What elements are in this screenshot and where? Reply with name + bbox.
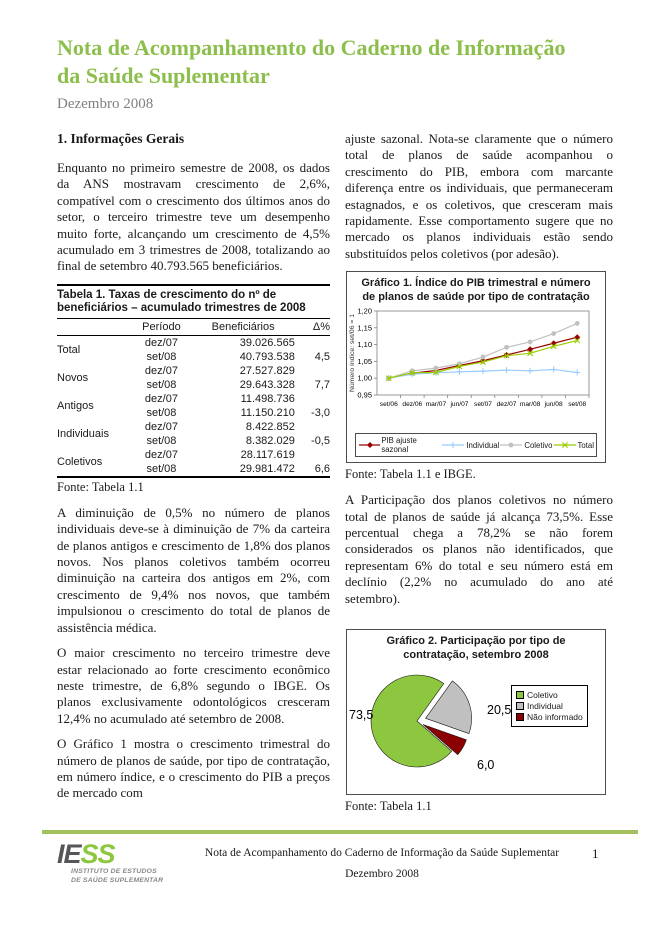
paragraph: A Participação dos planos coletivos no número total de planos de saúde já alcança 73,5%. Esse percentual chega a 78,2% se não forem considerados os planos não identificados, que representam 6% do total e seu número está em declínio (2,2% no acumulado do ano até setembro). bbox=[345, 492, 613, 606]
legend-item bbox=[516, 690, 583, 700]
col-header-delta: Δ% bbox=[312, 320, 330, 333]
table-row: Individuais dez/07 8.422.852 bbox=[57, 420, 330, 434]
svg-text:Número índice: set/06 = 1: Número índice: set/06 = 1 bbox=[349, 314, 356, 393]
footer-rule bbox=[42, 830, 638, 834]
group-label: Coletivos bbox=[57, 455, 103, 468]
svg-text:mar/08: mar/08 bbox=[519, 401, 541, 409]
left-column bbox=[57, 131, 330, 811]
legend-swatch bbox=[516, 702, 524, 710]
svg-text:1,00: 1,00 bbox=[357, 373, 372, 383]
col-header-group bbox=[57, 318, 131, 335]
grafico-2-source: Fonte: Tabela 1.1 bbox=[345, 799, 432, 814]
col-header-periodo: Período bbox=[142, 320, 181, 333]
legend-swatch bbox=[516, 713, 524, 721]
table-row: set/08 40.793.538 4,5 bbox=[146, 350, 330, 363]
group-label: Total bbox=[57, 343, 81, 356]
legend-label: PIB ajuste sazonal bbox=[381, 436, 417, 455]
svg-text:set/07: set/07 bbox=[474, 401, 492, 409]
legend-item bbox=[358, 436, 441, 454]
legend-label: Coletivo bbox=[527, 690, 558, 701]
iess-logo-text: IESS bbox=[57, 839, 115, 869]
table-header-row bbox=[57, 318, 330, 335]
page-title bbox=[57, 34, 617, 90]
grafico-1-source: Fonte: Tabela 1.1 e IBGE. bbox=[345, 467, 476, 482]
legend-item bbox=[553, 440, 594, 450]
legend-label: Individual bbox=[527, 701, 563, 712]
group-label: Novos bbox=[57, 371, 89, 384]
grafico-2 bbox=[346, 629, 606, 795]
grafico-2-plot bbox=[347, 665, 605, 790]
svg-text:1,10: 1,10 bbox=[357, 340, 372, 350]
pie-value-label: 73,5 bbox=[349, 708, 374, 723]
pie-value-label: 6,0 bbox=[477, 758, 495, 773]
legend-label: Individual bbox=[466, 440, 500, 450]
legend-swatch bbox=[516, 691, 524, 699]
paragraph: O Gráfico 1 mostra o crescimento trimestral do número de planos de saúde, por tipo de contratação, em número índice, e o crescimento do PIB a preços de mercado com bbox=[57, 736, 330, 801]
table-row: set/08 8.382.029 -0,5 bbox=[146, 434, 330, 447]
grafico-1-legend bbox=[355, 433, 597, 457]
paragraph: ajuste sazonal. Nota-se claramente que o número total de planos de saúde acompanhou o crescimento do PIB, embora com marcante diferença entre os individuais, que permaneceram estagnados, e os coletivos, que cresceram mais rapidamente. Esse comportamento sugere que no mercado os planos individuais estão sendo substituídos pelos coletivos (por adesão). bbox=[345, 131, 613, 261]
grafico-1-plot bbox=[347, 307, 605, 430]
section-heading: 1. Informações Gerais bbox=[57, 131, 185, 146]
page-number: 1 bbox=[592, 846, 599, 861]
svg-text:0,95: 0,95 bbox=[357, 390, 372, 400]
line-chart-svg bbox=[347, 307, 599, 425]
col-header-beneficiarios: Beneficiários bbox=[211, 320, 275, 333]
table-row: set/08 29.981.472 6,6 bbox=[146, 462, 330, 475]
grafico-2-title: Gráfico 2. Participação por tipo de contratação, setembro 2008 bbox=[386, 635, 566, 661]
table-row: Coletivos dez/07 28.117.619 bbox=[57, 448, 330, 462]
iess-logo-tagline: INSTITUTO DE ESTUDOS DE SAÚDE SUPLEMENTAR bbox=[71, 868, 164, 884]
svg-text:dez/06: dez/06 bbox=[402, 401, 423, 409]
group-label: Antigos bbox=[57, 399, 94, 412]
svg-text:1,20: 1,20 bbox=[357, 307, 372, 316]
legend-item bbox=[441, 440, 499, 450]
svg-text:set/06: set/06 bbox=[379, 401, 398, 409]
tabela-1 bbox=[57, 284, 330, 478]
footer-running-title: Nota de Acompanhamento do Caderno de Informação da Saúde Suplementar Dezembro 2008 bbox=[204, 847, 560, 880]
beneficiaries-table bbox=[57, 318, 330, 478]
table-row: Antigos dez/07 11.498.736 bbox=[57, 392, 330, 406]
svg-text:jun/08: jun/08 bbox=[544, 401, 563, 409]
svg-text:jun/07: jun/07 bbox=[450, 401, 469, 409]
paragraph: Enquanto no primeiro semestre de 2008, os dados da ANS mostravam crescimento de 2,6%, compatível com o crescimento dos últimos anos do setor, o terceiro trimestre teve um desempenho muito forte, alcançando um crescimento de 4,5% acumulado em 3 trimestres de 2008, totalizando ao final de setembro 40.793.565 beneficiários. bbox=[57, 160, 330, 274]
table-row: Total dez/07 39.026.565 bbox=[57, 335, 330, 350]
svg-text:1,05: 1,05 bbox=[357, 357, 372, 367]
svg-text:set/08: set/08 bbox=[568, 401, 587, 409]
svg-text:dez/07: dez/07 bbox=[496, 401, 517, 409]
pie-value-label: 20,5 bbox=[487, 703, 512, 718]
legend-item bbox=[516, 701, 583, 711]
legend-label: Coletivo bbox=[524, 440, 553, 450]
table-source: Fonte: Tabela 1.1 bbox=[57, 479, 144, 494]
table-row: set/08 29.643.328 7,7 bbox=[146, 378, 330, 391]
table-row: Novos dez/07 27.527.829 bbox=[57, 364, 330, 378]
legend-label: Total bbox=[577, 440, 594, 450]
grafico-1-title: Gráfico 1. Índice do PIB trimestral e número de planos de saúde por tipo de contratação bbox=[361, 277, 591, 303]
svg-text:1,15: 1,15 bbox=[357, 323, 372, 333]
legend-item bbox=[516, 712, 583, 722]
table-row: set/08 11.150.210 -3,0 bbox=[146, 406, 330, 419]
document-date: Dezembro 2008 bbox=[57, 96, 154, 112]
grafico-2-legend bbox=[511, 685, 588, 727]
page-title-line1: Nota de Acompanhamento do Caderno de Informação bbox=[57, 35, 566, 60]
svg-text:mar/07: mar/07 bbox=[425, 401, 447, 409]
iess-logo bbox=[57, 841, 163, 885]
legend-label: Não informado bbox=[527, 712, 583, 723]
grafico-1 bbox=[346, 271, 606, 463]
paragraph: O maior crescimento no terceiro trimestre deve estar relacionado ao forte crescimento econômico neste trimestre, de 6,8% segundo o IBGE. Os planos exclusivamente odontológicos cresceram 12,4% no acumulado até setembro de 2008. bbox=[57, 645, 330, 726]
group-label: Individuais bbox=[57, 427, 109, 440]
legend-item bbox=[499, 440, 552, 450]
right-column bbox=[345, 131, 613, 824]
table-title: Tabela 1. Taxas de crescimento do nº de beneficiários – acumulado trimestres de 2008 bbox=[57, 288, 306, 314]
page-title-line2: da Saúde Suplementar bbox=[57, 63, 270, 88]
paragraph: A diminuição de 0,5% no número de planos individuais deve-se à diminuição de 7% da carteira de planos antigos e crescimento de 1,8% dos planos novos. Nos planos coletivos também ocorreu diminuição na carteira dos antigos em 2%, com crescimento de 9,4% nos novos, que também impulsionou o crescimento do total de planos de assistência médica. bbox=[57, 504, 330, 635]
